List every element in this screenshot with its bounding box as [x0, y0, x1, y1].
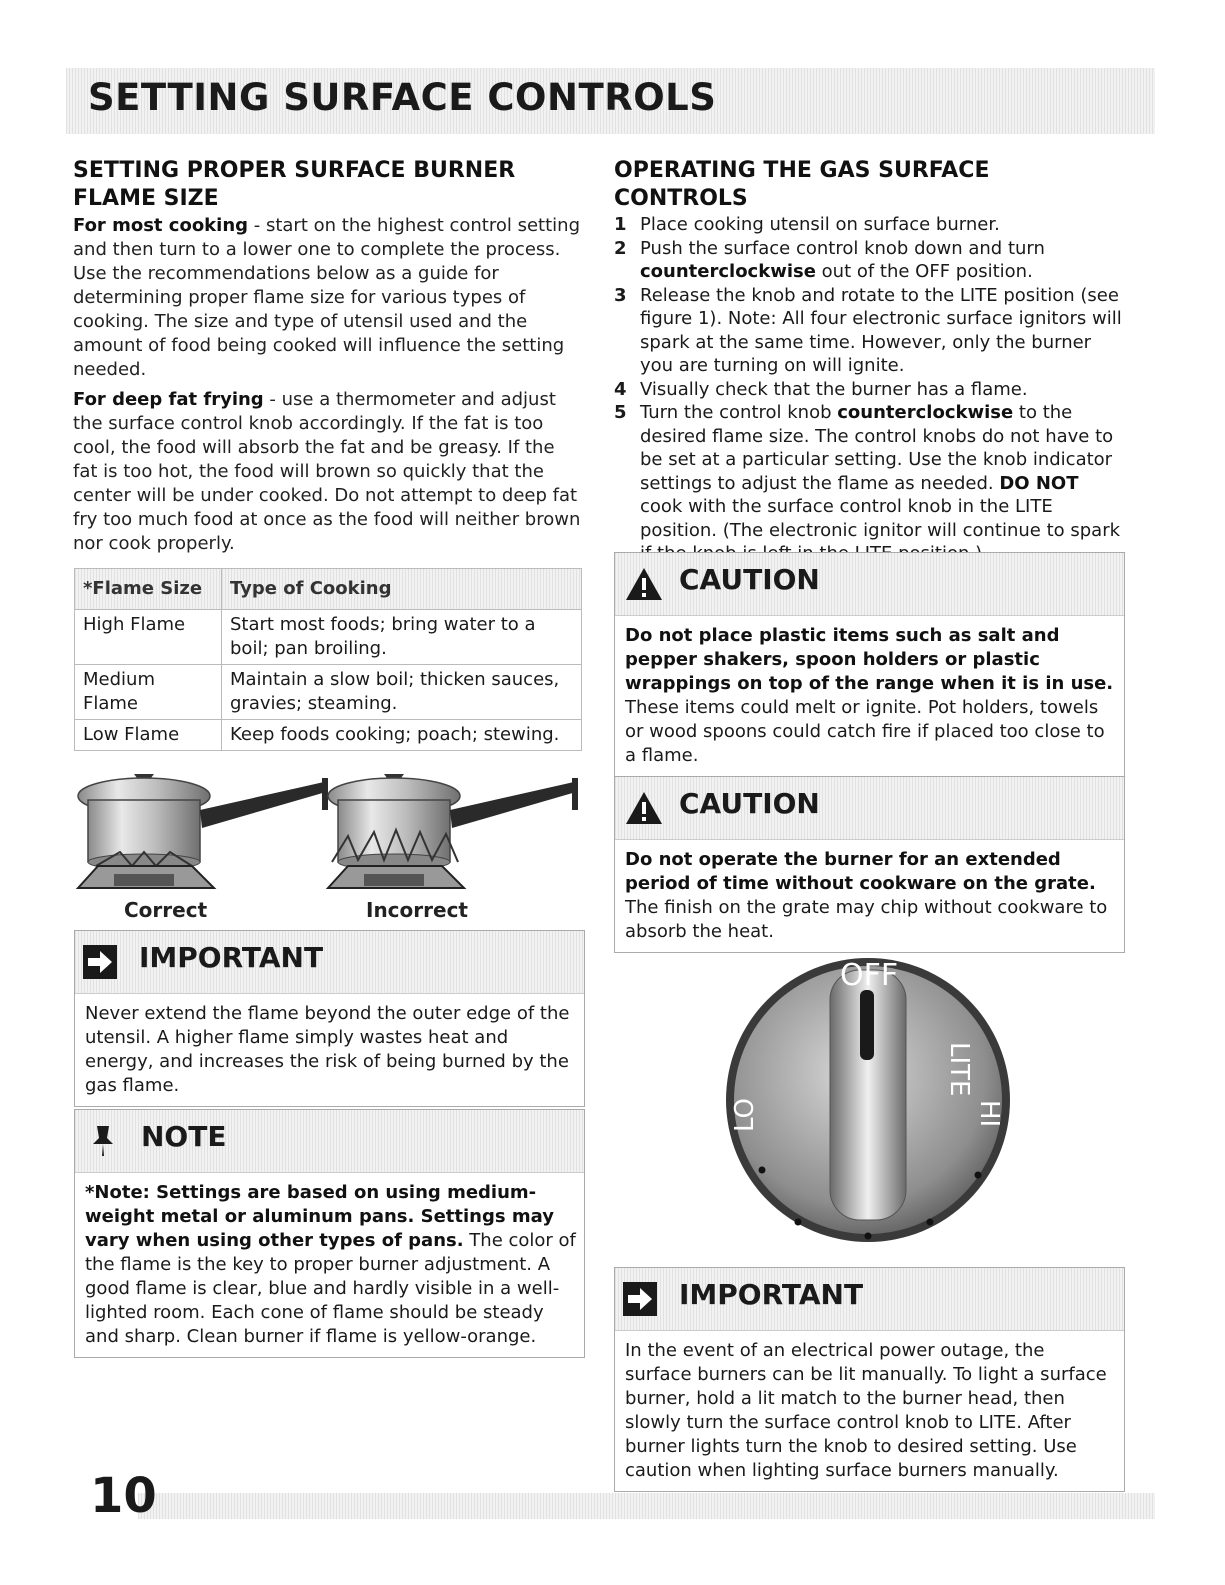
step-text: to the desired flame size. The control knobs do not have to be set at a particular setting. Use the knob indicator settings to adjust the flame as needed. — [640, 402, 1114, 494]
step-text: cook with the surface control knob in the LITE position. (The electronic ignitor will continue to spark — [640, 496, 1121, 541]
step-number: 5 — [614, 402, 627, 423]
table-row — [75, 720, 582, 751]
step-text: out of the OFF position. — [815, 261, 1033, 282]
incorrect-pan — [328, 774, 578, 888]
control-knob-figure — [720, 950, 1020, 1250]
caution-box-1-header — [615, 553, 1124, 616]
step-text: Turn the control knob — [640, 402, 838, 423]
step-number: 1 — [614, 214, 627, 235]
caution-box-2-header — [615, 777, 1124, 840]
step-text: Visually check that the burner has a flame. — [640, 378, 1028, 400]
important-box-1-title: IMPORTANT — [139, 941, 324, 974]
step-bold-text: counterclockwise — [640, 261, 816, 282]
flame-size-heading: SETTING PROPER SURFACE BURNER FLAME SIZE — [73, 158, 516, 211]
caution-box-1-text — [615, 616, 1124, 776]
knob-lo-label: LO — [730, 1097, 760, 1132]
right-column — [614, 157, 1124, 566]
table-row — [75, 665, 582, 720]
table-header-type: Type of Cooking — [222, 569, 582, 610]
correct-caption: Correct — [124, 898, 208, 922]
list-item — [614, 401, 1124, 566]
table-header-flame-size: *Flame Size — [75, 569, 222, 610]
deep-frying-lead: For deep fat frying — [73, 389, 264, 410]
table-cell-size: Medium Flame — [75, 665, 222, 720]
table-cell-type: Keep foods cooking; poach; stewing. — [222, 720, 582, 751]
most-cooking-text: - start on the highest control setting and then turn to a lower one to complete the process. Use the recommendations below as a guide for determining proper flame size for various types of cooking. The size and type of utensil used and the amount of food being cooked will influence the setting needed. — [73, 215, 581, 380]
operating-steps-list — [614, 213, 1124, 566]
incorrect-caption: Incorrect — [366, 898, 468, 922]
note-regular-text: The color of the flame is the key to proper burner adjustment. A good flame is clear, blue and hardly visible in a well-lighted room. Each cone of flame should be steady and sharp. Clean burner if flame is yellow-orange. — [85, 1230, 576, 1347]
important-box-2 — [614, 1267, 1125, 1492]
step-number: 2 — [614, 237, 627, 259]
page-title: SETTING SURFACE CONTROLS — [88, 76, 717, 119]
most-cooking-paragraph — [73, 214, 583, 382]
knob-off-label: OFF — [840, 958, 899, 993]
warning-icon — [625, 567, 663, 601]
caution-box-2-text — [615, 840, 1124, 952]
list-item — [614, 378, 1124, 402]
important-box-1 — [74, 930, 585, 1107]
page-number: 10 — [90, 1468, 157, 1524]
table-cell-type: Start most foods; bring water to a boil; pan broiling. — [222, 610, 582, 665]
note-box — [74, 1109, 585, 1358]
table-cell-type: Maintain a slow boil; thicken sauces, gravies; steaming. — [222, 665, 582, 720]
knob-lite-label: LITE — [944, 1042, 974, 1097]
list-item — [614, 213, 1124, 237]
important-box-2-text: In the event of an electrical power outage, the surface burners can be lit manually. To light a surface burner, hold a lit match to the burner head, then slowly turn the surface control knob to LITE. After burner lights turn the knob to desired setting. Use caution when lighting surface burners manually. — [615, 1331, 1124, 1491]
flame-size-table — [74, 568, 582, 751]
page-banner — [66, 68, 1155, 134]
important-box-2-header — [615, 1268, 1124, 1331]
list-item — [614, 237, 1124, 284]
important-box-1-text: Never extend the flame beyond the outer edge of the utensil. A higher flame simply wastes heat and energy, and increases the risk of being burned by the gas flame. — [75, 994, 584, 1106]
caution-box-2-title: CAUTION — [679, 787, 820, 820]
table-header-row — [75, 569, 582, 610]
arrow-icon — [83, 945, 117, 979]
warning-icon — [625, 791, 663, 825]
important-box-2-title: IMPORTANT — [679, 1278, 864, 1311]
note-box-header — [75, 1110, 584, 1173]
caution-box-1-title: CAUTION — [679, 563, 820, 596]
step-number: 4 — [614, 378, 627, 400]
caution-2-regular-text: The finish on the grate may chip without cookware to absorb the heat. — [625, 897, 1108, 942]
operating-controls-heading: OPERATING THE GAS SURFACE CONTROLS — [614, 158, 990, 211]
deep-frying-text: - use a thermometer and adjust the surface control knob accordingly. If the fat is too cool, the food will absorb the fat and be greasy. If the fat is too hot, the food will brown so quickly that the center will be under cooked. Do not attempt to deep fat fry too much food at once as the food will neither brown nor cook properly. — [73, 389, 581, 554]
table-cell-size: Low Flame — [75, 720, 222, 751]
caution-1-bold-text: Do not place plastic items such as salt and pepper shakers, spoon holders or plastic wrappings on top of the range when it is in use. — [625, 625, 1114, 694]
important-box-1-header — [75, 931, 584, 994]
list-item — [614, 284, 1124, 378]
note-box-text — [75, 1173, 584, 1357]
step-bold-text: DO NOT — [999, 472, 1079, 494]
step-text: Release the knob and rotate to the LITE position (see figure 1). Note: All four electronic surface ignitors will spark at the same time. However, only the burner you are turning on will ignite. — [640, 284, 1122, 376]
knob-hi-label: HI — [974, 1100, 1004, 1128]
step-bold-text: counterclockwise — [837, 402, 1014, 423]
table-row — [75, 610, 582, 665]
left-column — [73, 157, 583, 562]
caution-1-regular-text: These items could melt or ignite. Pot holders, towels or wood spoons could catch fire if placed too close to a flame. — [625, 697, 1105, 766]
deep-frying-paragraph — [73, 388, 583, 556]
arrow-icon — [623, 1282, 657, 1316]
caution-2-bold-text: Do not operate the burner for an extended period of time without cookware on the grate. — [625, 849, 1096, 894]
correct-pan — [78, 774, 328, 888]
flame-size-body — [73, 214, 583, 556]
footer-bar — [138, 1493, 1155, 1519]
step-text: Place cooking utensil on surface burner. — [640, 214, 1000, 235]
pushpin-icon — [89, 1124, 117, 1158]
step-number: 3 — [614, 284, 627, 306]
most-cooking-lead: For most cooking — [73, 215, 249, 236]
caution-box-2 — [614, 776, 1125, 953]
note-box-title: NOTE — [141, 1120, 227, 1153]
note-bold-text: *Note: Settings are based on using medium-weight metal or aluminum pans. Settings may vary when using other types of pans. — [85, 1182, 554, 1251]
table-cell-size: High Flame — [75, 610, 222, 665]
caution-box-1 — [614, 552, 1125, 777]
step-text: Push the surface control knob down and turn — [640, 237, 1045, 259]
flame-size-table-wrap — [74, 568, 582, 751]
